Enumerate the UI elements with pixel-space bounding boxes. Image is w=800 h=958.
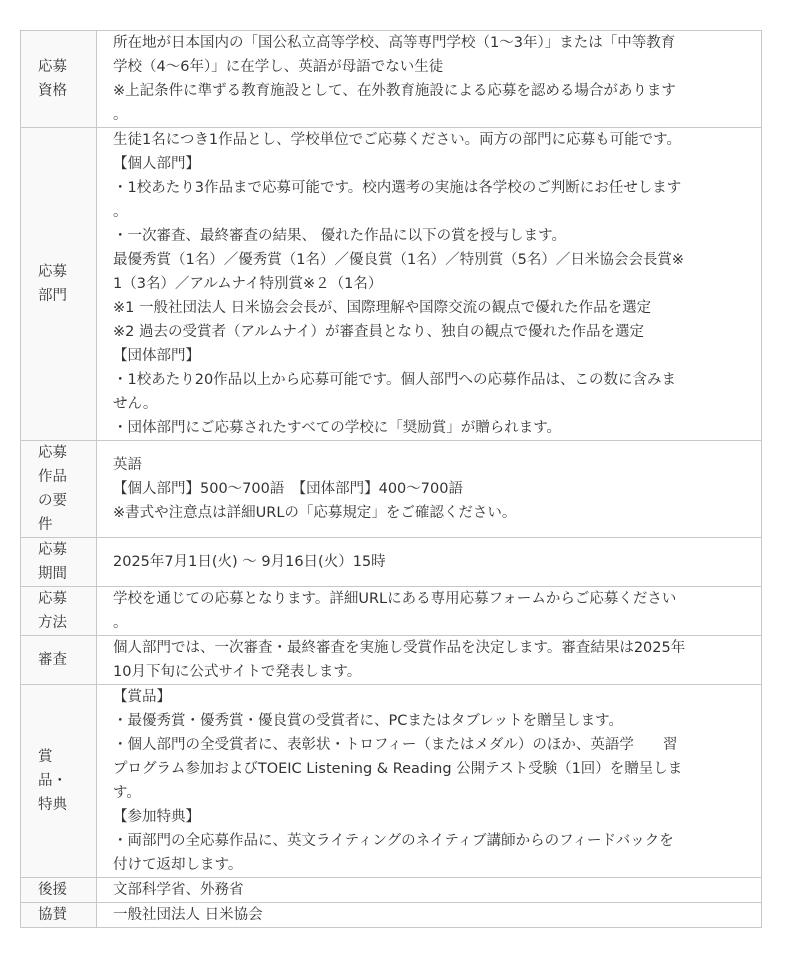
content-line: ・1校あたり3作品まで応募可能です。校内選考の実施は各学校のご判断にお任せします (113, 180, 682, 196)
row-label-category (21, 128, 97, 441)
content-line: ※2 過去の受賞者（アルムナイ）が審査員となり、独自の観点で優れた作品を選定 (113, 324, 645, 340)
content-line: ※1 一般社団法人 日米協会会長が、国際理解や国際交流の観点で優れた作品を選定 (113, 300, 652, 316)
row-label-text: 応募資格 (38, 59, 67, 99)
row-label-sponsor (21, 903, 97, 928)
row-label-text: 応募作品の要件 (38, 445, 67, 533)
row-label-text: 審査 (38, 652, 67, 668)
content-line: 2025年7月1日(火) 〜 9月16日(火）15時 (113, 554, 386, 570)
content-line: 【個人部門】500～700語 【団体部門】400～700語 (113, 481, 463, 497)
table-row-method (21, 587, 762, 636)
content-line: 所在地が日本国内の「国公私立高等学校、高等専門学校（1～3年）」または「中等教育 (113, 35, 676, 51)
row-label-text: 賞品・特典 (38, 749, 67, 813)
content-line: す。 (113, 785, 141, 801)
table-row-sponsor (21, 903, 762, 928)
content-line: 学校を通じての応募となります。詳細URLにある専用応募フォームからご応募ください (113, 591, 677, 607)
row-content-period (97, 538, 762, 587)
content-line: 文部科学省、外務省 (113, 882, 244, 898)
row-label-requirements (21, 441, 97, 538)
content-line: ※書式や注意点は詳細URLの「応募規定」をご確認ください。 (113, 505, 517, 521)
content-line: ・1校あたり20作品以上から応募可能です。個人部門への応募作品は、この数に含みま (113, 372, 677, 388)
content-line: ※上記条件に準ずる教育施設として、在外教育施設による応募を認める場合があります (113, 83, 676, 99)
row-content-judging (97, 636, 762, 685)
content-line: 英語 (113, 457, 142, 473)
table-row-judging (21, 636, 762, 685)
row-label-text: 協賛 (38, 907, 67, 923)
table-body (21, 31, 762, 928)
row-content-support (97, 878, 762, 903)
content-line: 【賞品】 (113, 689, 171, 705)
row-content-sponsor (97, 903, 762, 928)
row-label-support (21, 878, 97, 903)
contest-info-table (20, 30, 762, 928)
content-line: 。 (113, 204, 128, 220)
table-row-qualification (21, 31, 762, 128)
content-line: 10月下旬に公式サイトで発表します。 (113, 664, 362, 680)
row-label-qualification (21, 31, 97, 128)
content-line: 【参加特典】 (113, 809, 200, 825)
content-line: 。 (113, 615, 128, 631)
content-line: 最優秀賞（1名）／優秀賞（1名）／優良賞（1名）／特別賞（5名）／日米協会会長賞※ (113, 252, 685, 268)
content-line: 生徒1名につき1作品とし、学校単位でご応募ください。両方の部門に応募も可能です。 (113, 132, 681, 148)
table-row-category (21, 128, 762, 441)
row-content-qualification (97, 31, 762, 128)
content-line: 一般社団法人 日米協会 (113, 907, 263, 923)
content-line: 個人部門では、一次審査・最終審査を実施し受賞作品を決定します。審査結果は2025年 (113, 640, 686, 656)
content-line: ・団体部門にご応募されたすべての学校に「奨励賞」が贈られます。 (113, 420, 562, 436)
row-label-prizes (21, 685, 97, 878)
row-label-text: 応募方法 (38, 591, 67, 631)
row-label-text: 後援 (38, 882, 67, 898)
content-line: 【団体部門】 (113, 348, 200, 364)
row-content-category (97, 128, 762, 441)
row-label-method (21, 587, 97, 636)
table-row-period (21, 538, 762, 587)
table-row-prizes (21, 685, 762, 878)
row-label-text: 応募部門 (38, 264, 67, 304)
content-line: ・個人部門の全受賞者に、表彰状・トロフィー（またはメダル）のほか、英語学 習 (113, 737, 678, 753)
row-label-judging (21, 636, 97, 685)
content-line: 学校（4～6年）」に在学し、英語が母語でない生徒 (113, 59, 444, 75)
content-line: 付けて返却します。 (113, 857, 243, 873)
info-table-wrapper (20, 30, 762, 928)
content-line: ・両部門の全応募作品に、英文ライティングのネイティブ講師からのフィードバックを (113, 833, 674, 849)
table-row-support (21, 878, 762, 903)
content-line: 【個人部門】 (113, 156, 200, 172)
content-line: せん。 (113, 396, 158, 412)
row-label-text: 応募期間 (38, 542, 67, 582)
row-content-method (97, 587, 762, 636)
row-content-requirements (97, 441, 762, 538)
table-row-requirements (21, 441, 762, 538)
content-line: プログラム参加およびTOEIC Listening & Reading 公開テスト受験（1回）を贈呈しま (113, 761, 683, 777)
content-line: ・最優秀賞・優秀賞・優良賞の受賞者に、PCまたはタブレットを贈呈します。 (113, 713, 623, 729)
content-line: ・一次審査、最終審査の結果、 優れた作品に以下の賞を授与します。 (113, 228, 566, 244)
content-line: 。 (113, 107, 128, 123)
content-line: 1（3名）／アルムナイ特別賞※２（1名） (113, 276, 383, 292)
row-label-period (21, 538, 97, 587)
row-content-prizes (97, 685, 762, 878)
